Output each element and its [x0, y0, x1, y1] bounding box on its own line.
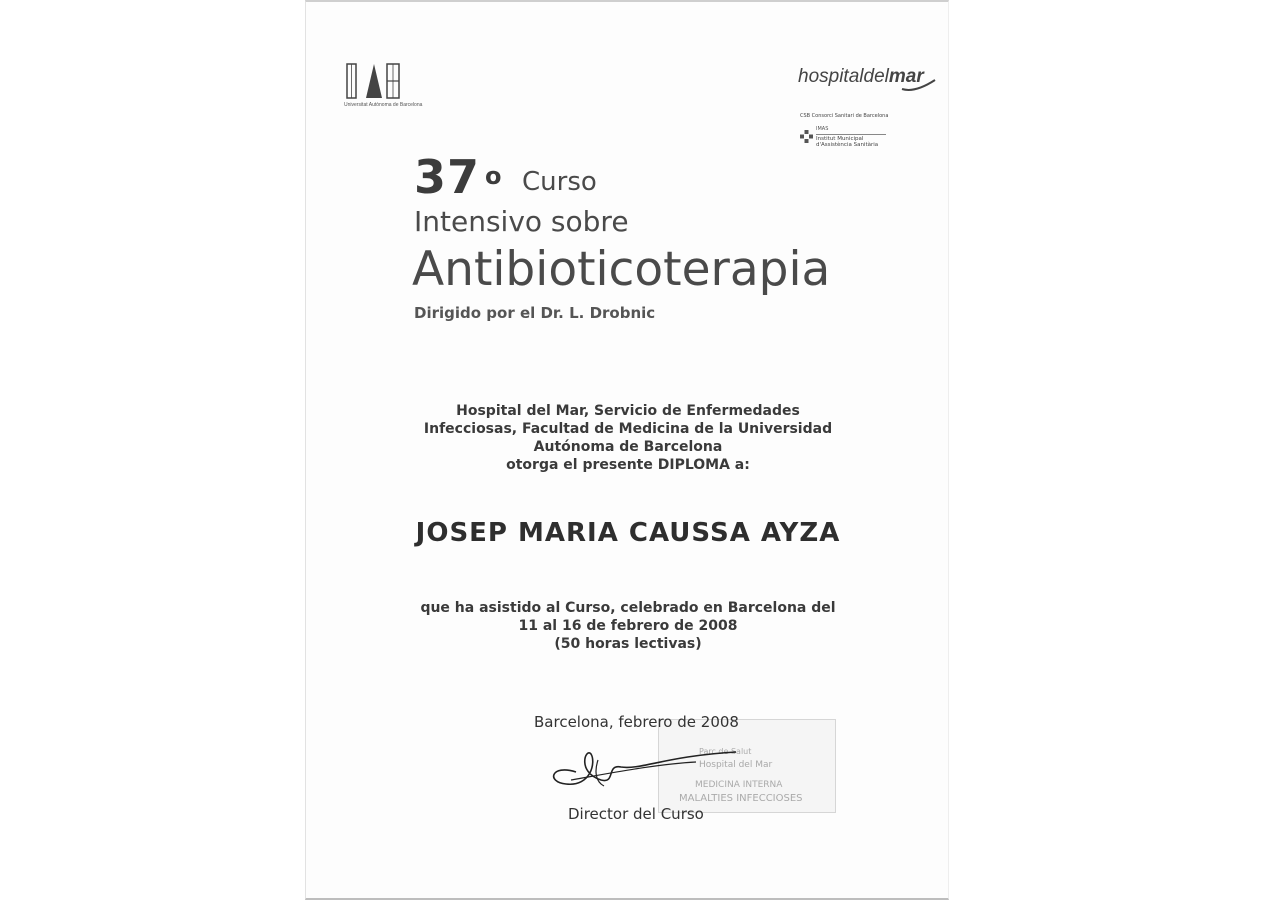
- imas-divider: [816, 134, 886, 135]
- attendance-text: que ha asistido al Curso, celebrado en Barcelona del 11 al 16 de febrero de 2008 (50 horas lectivas): [420, 600, 836, 652]
- course-number: 37: [414, 150, 481, 204]
- course-subject: Antibioticoterapia: [412, 242, 831, 297]
- imas-icon: [800, 130, 813, 143]
- place-date: Barcelona, febrero de 2008: [534, 713, 739, 731]
- course-intensive: Intensivo sobre: [414, 205, 629, 238]
- uab-subtitle: Universitat Autònoma de Barcelona: [344, 102, 423, 108]
- course-label: Curso: [522, 167, 597, 197]
- csb-label: CSB Consorci Sanitari de Barcelona: [800, 113, 889, 119]
- swoosh-icon: [901, 78, 937, 92]
- uab-logo: [344, 62, 414, 102]
- official-stamp: Parc de Salut Hospital del Mar MEDICINA INTERNA MALALTIES INFECCIOSES: [658, 719, 836, 813]
- course-director: Dirigido por el Dr. L. Drobnic: [414, 304, 656, 322]
- signer-title: Director del Curso: [568, 805, 704, 823]
- signature: [546, 742, 746, 792]
- imas-name: Institut Municipal d'Assistència Sanitària: [816, 136, 879, 148]
- recipient-name: JOSEP MARIA CAUSSA AYZA: [415, 518, 841, 548]
- grant-text: Hospital del Mar, Servicio de Enfermedades Infecciosas, Facultad de Medicina de la Universidad Autónoma de Barcelona otorga el presente DIPLOMA a:: [423, 403, 833, 473]
- course-ordinal: o: [485, 162, 502, 190]
- hospital-del-mar-logo: hospitaldelmar: [798, 66, 924, 87]
- diploma-page: [305, 0, 949, 900]
- imas-abbr: IMAS: [816, 126, 829, 132]
